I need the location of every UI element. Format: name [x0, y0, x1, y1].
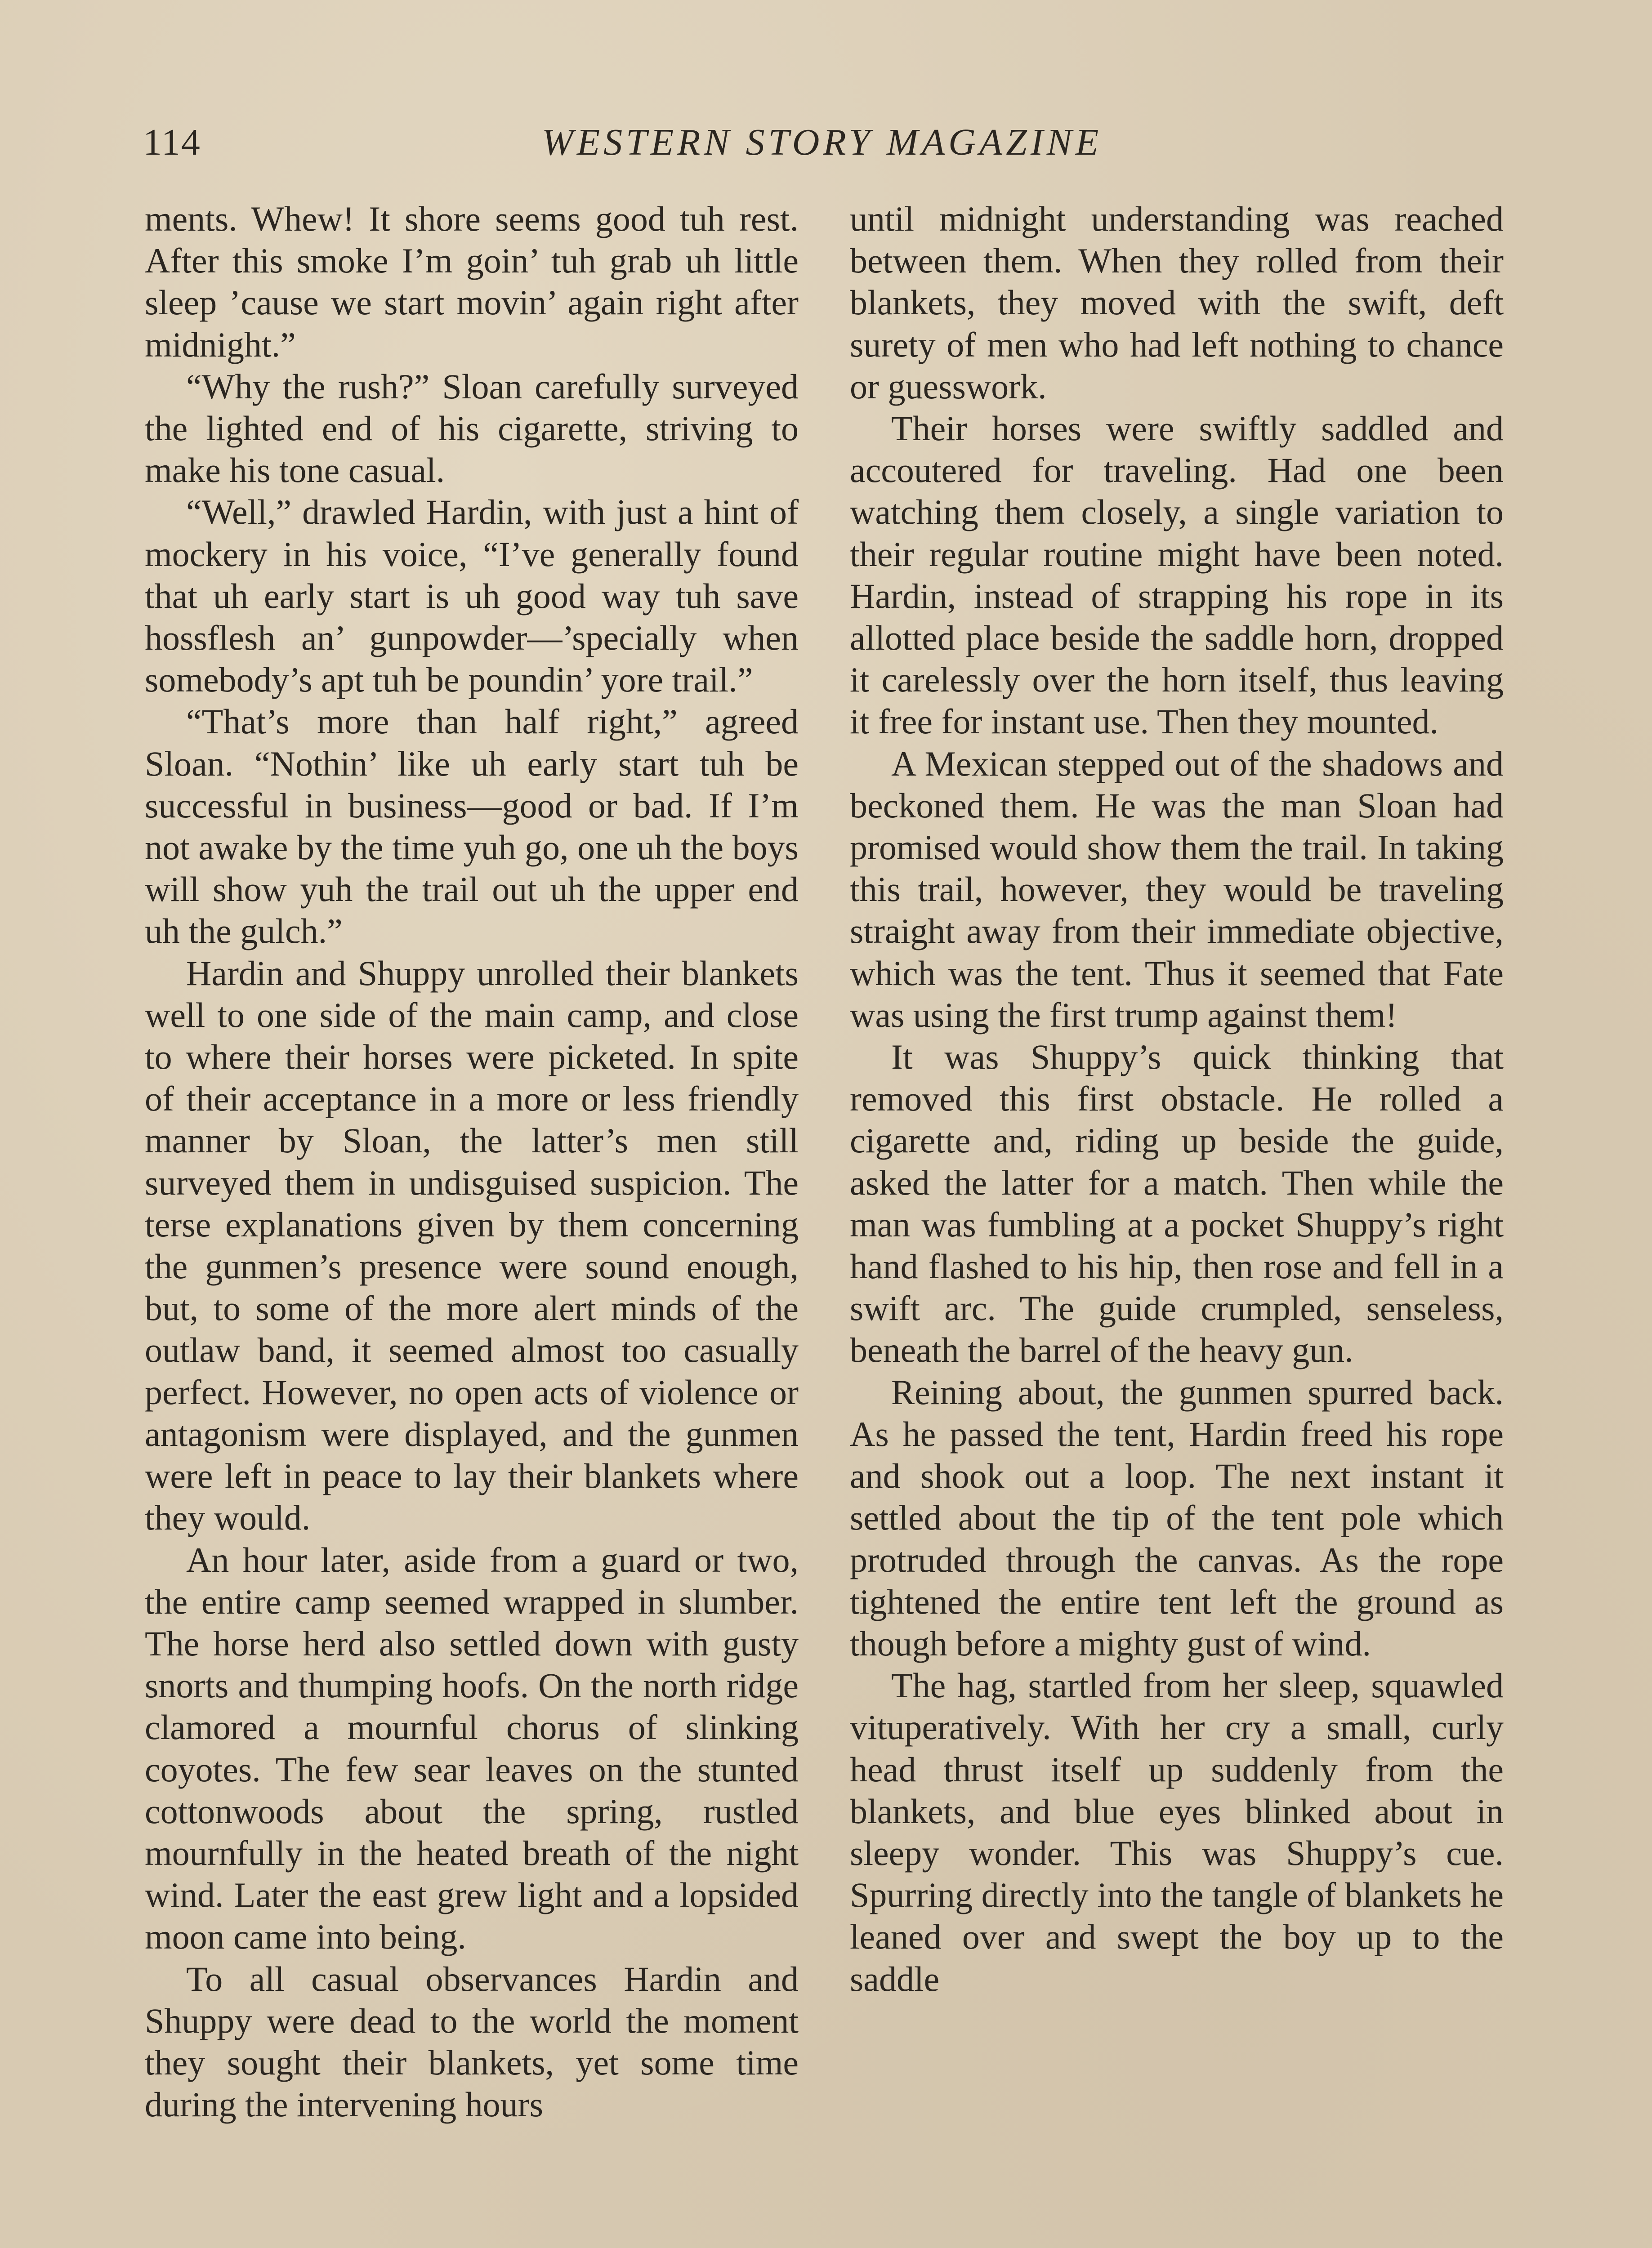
page-number: 114 [143, 121, 201, 163]
paragraph: The hag, startled from her sleep, squawled vituperatively. With her cry a small, curly head thrust itself up suddenly from the blankets, and blue eyes blinked about in sleepy wonder. This was Shuppy’s cue. Spurring directly into the tangle of blankets he leaned over and swept the boy up to the saddle [850, 1666, 1504, 1998]
left-column [145, 198, 799, 2125]
paragraph: until midnight understanding was reached between them. When they rolled from their blankets, they moved with the swift, deft surety of men who had left nothing to chance or guesswork. [850, 199, 1504, 406]
paragraph: It was Shuppy’s quick thinking that removed this first obstacle. He rolled a cigarette and, riding up beside the guide, asked the latter for a match. Then while the man was fumbling at a pocket Shuppy’s right hand flashed to his hip, then rose and fell in a swift arc. The guide crumpled, senseless, beneath the barrel of the heavy gun. [850, 1037, 1504, 1370]
page-header [143, 118, 1501, 167]
paragraph: “That’s more than half right,” agreed Sloan. “Nothin’ like uh early start tuh be successful in business—good or bad. If I’m not awake by the time yuh go, one uh the boys will show yuh the trail out uh the upper end uh the gulch.” [145, 702, 799, 951]
paragraph: Reining about, the gunmen spurred back. As he passed the tent, Hardin freed his rope and shook out a loop. The next instant it settled about the tip of the tent pole which protruded through the canvas. As the rope tightened the entire tent left the ground as though before a mighty gust of wind. [850, 1372, 1504, 1663]
paragraph: “Well,” drawled Hardin, with just a hint of mockery in his voice, “I’ve generally found that uh early start is uh good way tuh save hossflesh an’ gunpowder—’specially when somebody’s apt tuh be poundin’ yore trail.” [145, 492, 799, 700]
paragraph: To all casual observances Hardin and Shuppy were dead to the world the moment they sought their blankets, yet some time during the intervening hours [145, 1959, 799, 2124]
paragraph: “Why the rush?” Sloan carefully surveyed the lighted end of his cigarette, striving to make his tone casual. [145, 366, 799, 490]
paragraph: A Mexican stepped out of the shadows and beckoned them. He was the man Sloan had promised would show them the trail. In taking this trail, however, they would be traveling straight away from their immediate objective, which was the tent. Thus it seemed that Fate was using the first trump against them! [850, 744, 1504, 1035]
paragraph: An hour later, aside from a guard or two, the entire camp seemed wrapped in slumber. The horse herd also settled down with gusty snorts and thumping hoofs. On the north ridge clamored a mournful chorus of slinking coyotes. The few sear leaves on the stunted cottonwoods about the spring, rustled mournfully in the heated breath of the night wind. Later the east grew light and a lopsided moon came into being. [145, 1540, 799, 1957]
paragraph: ments. Whew! It shore seems good tuh rest. After this smoke I’m goin’ tuh grab uh little sleep ’cause we start movin’ again right after midnight.” [145, 199, 799, 364]
running-title: WESTERN STORY MAGAZINE [541, 121, 1103, 163]
paragraph: Hardin and Shuppy unrolled their blankets well to one side of the main camp, and close to where their horses were picketed. In spite of their acceptance in a more or less friendly manner by Sloan, the latter’s men still surveyed them in undisguised suspicion. The terse explanations given by them concerning the gunmen’s presence were sound enough, but, to some of the more alert minds of the outlaw band, it seemed almost too casually perfect. However, no open acts of violence or antagonism were displayed, and the gunmen were left in peace to lay their blankets where they would. [145, 953, 799, 1538]
right-column [850, 198, 1504, 2000]
paragraph: Their horses were swiftly saddled and accoutered for traveling. Had one been watching them closely, a single variation to their regular routine might have been noted. Hardin, instead of strapping his rope in its allotted place beside the saddle horn, dropped it carelessly over the horn itself, thus leaving it free for instant use. Then they mounted. [850, 409, 1504, 741]
